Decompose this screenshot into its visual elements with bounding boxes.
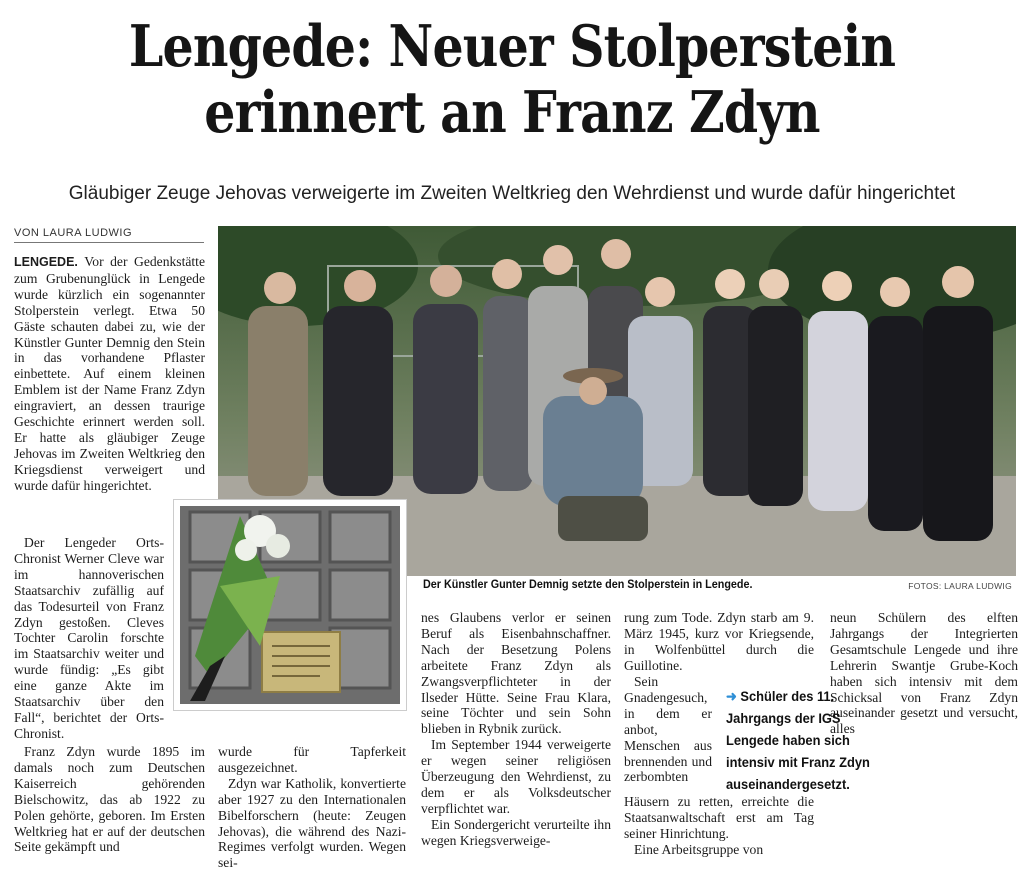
paragraph: Franz Zdyn wurde 1895 im damals noch zum Deutschen Kaiserreich gehörenden Bielschowitz, das ab 1922 zu Polen gehörte, geboren. Im Ersten Weltkrieg hat er auf der deutschen Seite gekämpft und bbox=[14, 744, 205, 855]
stolperstein-photo bbox=[174, 500, 406, 710]
paragraph: Der Lengeder Orts-Chronist Werner Cleve war im hannoverischen Staatsarchiv zufällig auf das Todesurteil von Franz Zdyn gestoßen. Cleves Tochter Carolin forschte im Staatsarchiv weiter und wurde fündig: „Es gibt eine ganze Akte im Staatsarchiv über den Fall“, berichtet der Orts-Chronist. bbox=[14, 535, 164, 741]
article-column-1-bottom bbox=[14, 744, 205, 855]
pull-quote-text: Schüler des 11. Jahrgangs der IGS Lengede haben sich intensiv mit Franz Zdyn auseinandergesetzt. bbox=[726, 688, 870, 792]
headline-line-1: Lengede: Neuer Stolperstein bbox=[128, 13, 896, 80]
pull-quote bbox=[726, 685, 882, 795]
headline bbox=[72, 14, 953, 146]
paragraph: Häusern zu retten, erreichte die Staatsanwaltschaft erst am Tag seiner Hinrichtung. bbox=[624, 794, 814, 841]
headline-line-2: erinnert an Franz Zdyn bbox=[204, 79, 820, 146]
article-column-4-bottom bbox=[624, 794, 814, 858]
paragraph: neun Schülern des elften Jahrgangs der Integrierten Gesamtschule Lengede und ihre Lehrerin Swantje Grube-Koch haben sich intensiv mit dem Schicksal von Franz Zdyn auseinander gesetzt und versucht, alles bbox=[830, 610, 1018, 737]
arrow-icon: ➜ bbox=[726, 688, 737, 704]
paragraph: Zdyn war Katholik, konvertierte aber 1927 zu den Internationalen Bibelforschern (heute: Zeugen Jehovas), die während des Nazi-Regimes verfolgt wurden. Wegen sei- bbox=[218, 775, 406, 871]
paragraph-text: Vor der Gedenkstätte zum Grubenunglück in Lengede wurde kürzlich ein sogenannter Stolperstein verlegt. Etwa 50 Gäste schauten dabei zu, wie der Künstler Gunter Demnig den Stein in das vorhandene Pflaster einbettete. Auf einem kleinen Emblem ist der Name Franz Zdyn eingraviert, an dessen traurige Geschichte erinnert werden soll. Er hatte als gläubiger Zeuge Jehovas im Zweiten Weltkrieg den Kriegsdienst verweigert und wurde dafür hingerichtet. bbox=[14, 254, 205, 493]
paragraph: Im September 1944 verweigerte er wegen seiner religiösen Überzeugung den Wehrdienst, zu dem er als Volksdeutscher verpflichtet war. bbox=[421, 737, 611, 816]
paragraph: wurde für Tapferkeit ausgezeichnet. bbox=[218, 744, 406, 775]
paragraph: Ein Sondergericht verurteilte ihn wegen Kriegsverweige- bbox=[421, 816, 611, 848]
paragraph: nes Glaubens verlor er seinen Beruf als Eisenbahnschaffner. Nach der Besetzung Polens arbeitete Franz Zdyn als Zwangsverpflichteter in der Ilseder Hütte. Seine Frau Klara, seine Töchter und sein Sohn blieben in Rybnik zurück. bbox=[421, 610, 611, 737]
dateline: LENGEDE. bbox=[14, 255, 78, 269]
paragraph: rung zum Tode. Zdyn starb am 9. März 1945, kurz vor Kriegsende, in Wolfenbüttel durch die Guillotine. bbox=[624, 610, 814, 673]
article-column-4 bbox=[624, 610, 814, 674]
article-column-1 bbox=[14, 254, 205, 494]
photo-credit: FOTOS: LAURA LUDWIG bbox=[908, 581, 1012, 591]
paragraph bbox=[14, 254, 205, 494]
paragraph: Eine Arbeitsgruppe von bbox=[634, 841, 764, 857]
subheadline: Gläubiger Zeuge Jehovas verweigerte im Zweiten Weltkrieg den Wehrdienst und wurde dafür hingerichtet bbox=[68, 183, 956, 204]
byline: VON LAURA LUDWIG bbox=[14, 227, 204, 243]
paragraph: Sein Gnadengesuch, in dem er anbot, Menschen aus brennenden und zerbombten bbox=[624, 674, 712, 785]
photo-caption: Der Künstler Gunter Demnig setzte den Stolperstein in Lengede. bbox=[423, 578, 753, 591]
article-column-2 bbox=[218, 744, 406, 871]
article-column-1-wrap bbox=[14, 535, 164, 742]
article-column-4-narrow bbox=[624, 674, 712, 785]
article-column-3 bbox=[421, 610, 611, 849]
